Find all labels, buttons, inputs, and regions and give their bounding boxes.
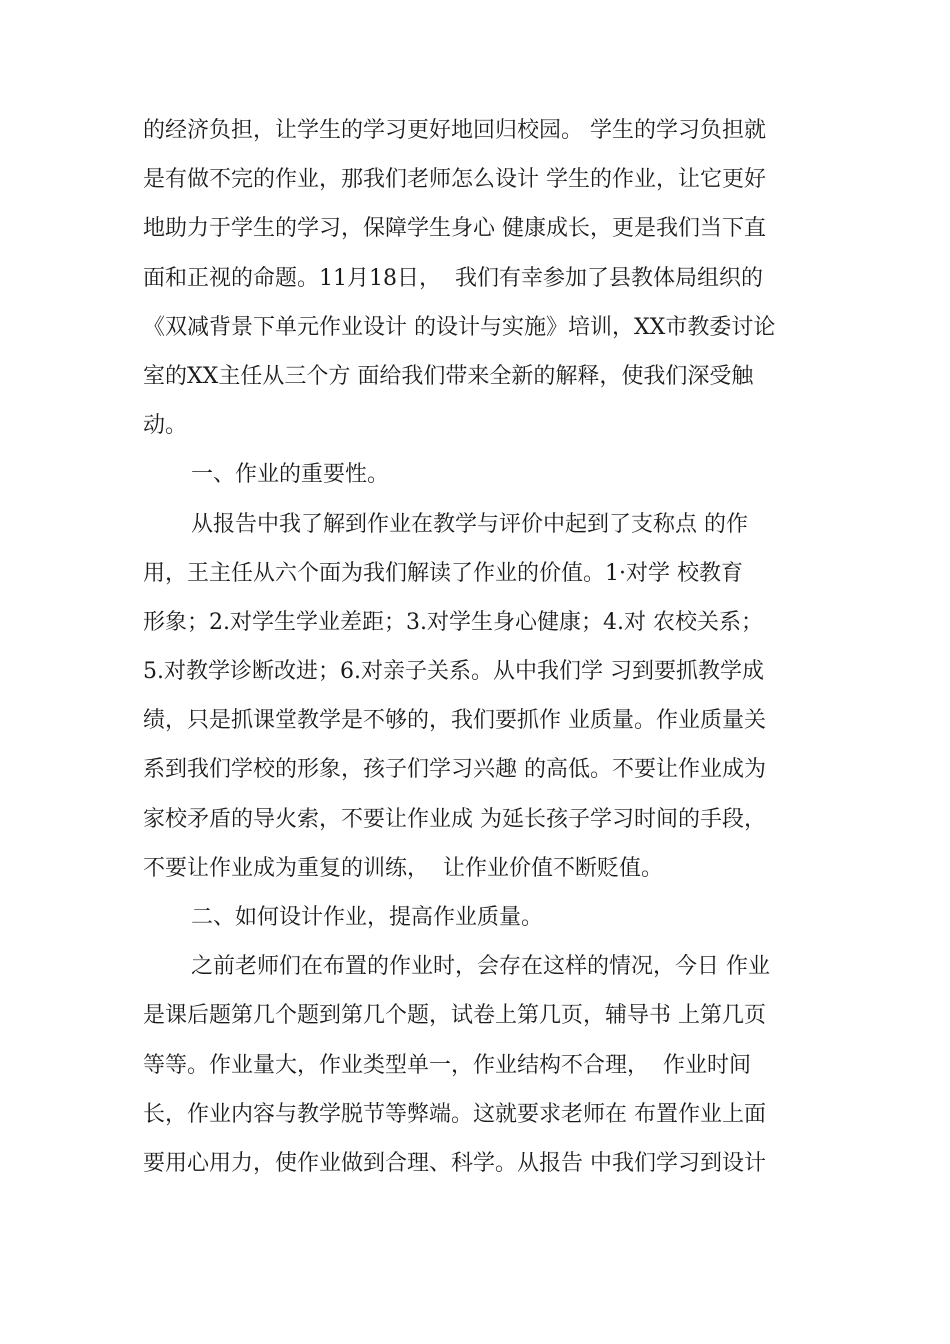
text-line: 形象；2.对学生学业差距；3.对学生身心健康；4.对 农校关系； — [143, 609, 763, 635]
text-line: 不要让作业成为重复的训练， 让作业价值不断贬值。 — [143, 855, 663, 881]
text-line: 动。 — [143, 413, 188, 439]
text-line: 的经济负担，让学生的学习更好地回归校园。 学生的学习负担就 — [143, 118, 766, 143]
document-body — [143, 106, 823, 1188]
text-line: 系到我们学校的形象，孩子们学习兴趣 的高低。不要让作业成为 — [143, 757, 766, 783]
text-line: 5.对教学诊断改进；6.对亲子关系。从中我们学 习到要抓教学成 — [143, 659, 764, 685]
text-line: 室的XX主任从三个方 面给我们带来全新的解释，使我们深受触 — [143, 363, 754, 389]
text-line: 之前老师们在布置的作业时，会存在这样的情况，今日 作业 — [191, 954, 770, 980]
section-heading: 二、如何设计作业，提高作业质量。 — [191, 905, 544, 930]
text-line: 是课后题第几个题到第几个题，试卷上第几页，辅导书 上第几页 — [143, 1003, 766, 1029]
text-line: 用，王主任从六个面为我们解读了作业的价值。1·对学 校教育 — [143, 560, 743, 586]
text-line: 是有做不完的作业，那我们老师怎么设计 学生的作业，让它更好 — [143, 167, 766, 193]
text-line: 地助力于学生的学习，保障学生身心 健康成长，更是我们当下直 — [143, 216, 766, 242]
text-line: 绩，只是抓课堂教学是不够的，我们要抓作 业质量。作业质量关 — [143, 708, 766, 734]
text-line: 《双减背景下单元作业设计 的设计与实施》培训，XX市教委讨论 — [143, 314, 776, 340]
section-heading: 一、作业的重要性。 — [191, 462, 390, 488]
text-line: 要用心用力，使作业做到合理、科学。从报告 中我们学习到设计 — [143, 1150, 766, 1176]
text-line: 家校矛盾的导火索，不要让作业成 为延长孩子学习时间的手段， — [143, 806, 766, 832]
text-line: 从报告中我了解到作业在教学与评价中起到了支称点 的作 — [191, 511, 748, 537]
text-line: 等等。作业量大，作业类型单一，作业结构不合理， 作业时间 — [143, 1052, 751, 1078]
text-line: 长，作业内容与教学脱节等弊端。这就要求老师在 布置作业上面 — [143, 1101, 766, 1127]
text-line: 面和正视的命题。11月18日， 我们有幸参加了县教体局组织的 — [143, 265, 763, 291]
